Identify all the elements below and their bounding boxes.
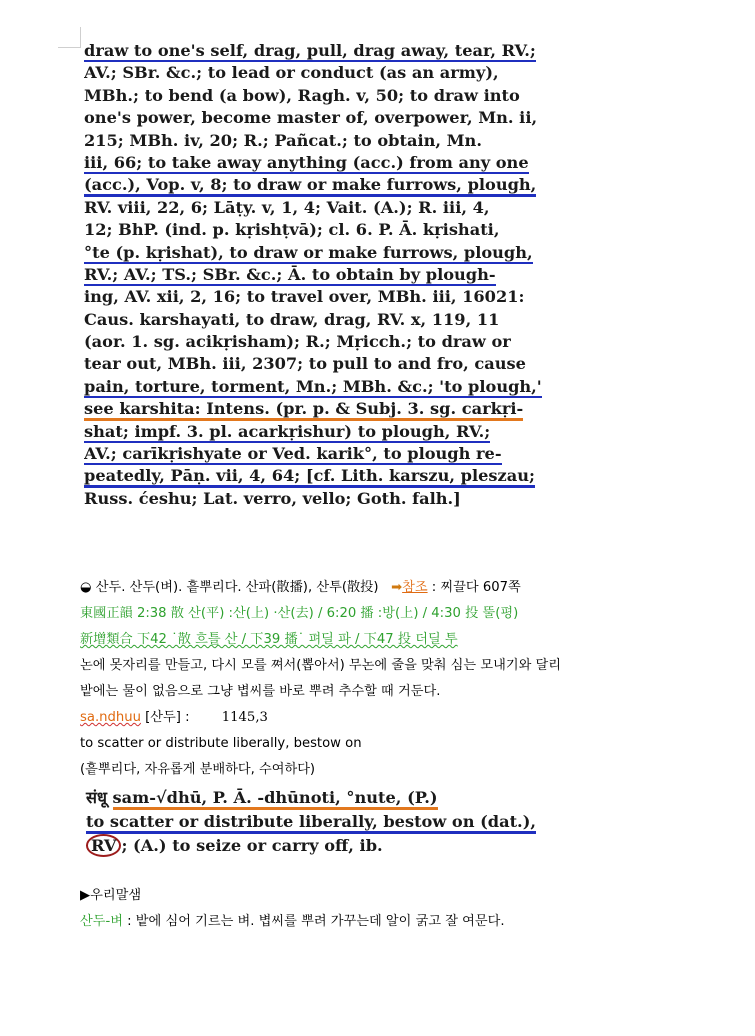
triangle-bullet-icon: ▶ [80, 888, 91, 903]
scan-line: iii, 66; to take away anything (acc.) from any one [84, 152, 544, 174]
scan-line: one's power, become master of, overpower, Mn. ii, [84, 108, 538, 128]
rv-circled-abbrev: RV [86, 834, 121, 857]
section-title: 우리말샘 [90, 888, 142, 903]
scan-line: pain, torture, torment, Mn.; MBh. &c.; 'to plough,' [84, 376, 544, 398]
dictionary-ref-dongguk: 東國正韻 2:38 散 산(平) :산(上) ·산(去) / 6:20 播 :방(上) / 4:30 投 뚤(평) [80, 606, 519, 621]
half-circle-bullet-icon: ◒ [80, 580, 92, 595]
scan-line: tear out, MBh. iii, 2307; to pull to and fro, cause [84, 354, 526, 374]
term-label: 산두-벼 [80, 914, 123, 929]
dictionary-scan-image [84, 40, 544, 510]
scan-line: peatedly, Pāṇ. vii, 4, 64; [cf. Lith. karszu, pleszau; [84, 465, 544, 487]
scan-line: MBh.; to bend (a bow), Ragh. v, 50; to draw into [84, 85, 520, 105]
page-number: 1145,3 [221, 710, 268, 725]
headword-line [80, 575, 720, 601]
scan2-line-1 [86, 786, 546, 810]
right-arrow-icon: ➡ [391, 580, 403, 595]
scan2-root: sam-√dhū, P. Ā. -dhūnoti, °nute, (P.) [113, 788, 438, 810]
scan-line: (aor. 1. sg. acikṛisham); R.; Mṛicch.; to draw or [84, 332, 511, 352]
page-corner-mark [58, 27, 81, 48]
headword-text: 산두. 산두(벼). 흩뿌리다. 산파(散播), 산투(散投) [95, 580, 379, 595]
scan-line: (acc.), Vop. v, 8; to draw or make furrows, plough, [84, 174, 544, 196]
scan-line: draw to one's self, drag, pull, drag away, tear, RV.; [84, 40, 544, 62]
scan-line: ing, AV. xii, 2, 16; to travel over, MBh. iii, 16021: [84, 287, 525, 307]
transliteration-text: sa.ndhuu [80, 710, 141, 725]
term-definition: : 밭에 심어 기르는 벼. 볍씨를 뿌려 가꾸는데 알이 굵고 잘 여문다. [122, 914, 505, 929]
footer-definition [80, 909, 720, 935]
scan-line: Russ. ćeshu; Lat. verro, vello; Goth. falh.] [84, 488, 461, 508]
description-line: 논에 못자리를 만들고, 다시 모를 쪄서(뽑아서) 무논에 줄을 맞춰 심는 모내기와 달리 [80, 658, 561, 673]
scan2-line-3: RV ; (A.) to seize or carry off, ib. [86, 834, 546, 858]
description-line: 밭에는 물이 없음으로 그냥 볍씨를 바로 뿌려 추수할 때 거둔다. [80, 684, 441, 699]
scan-line: °te (p. kṛishat), to draw or make furrows, plough, [84, 242, 544, 264]
devanagari-headword: संधू [86, 788, 107, 807]
scan-line: Caus. karshayati, to draw, drag, RV. x, 119, 11 [84, 309, 500, 329]
transliteration-korean: [산두] : [145, 710, 190, 725]
scan-line: see karshita: Intens. (pr. p. & Subj. 3. sg. carkṛi- [84, 398, 544, 420]
scan-line: 12; BhP. (ind. p. kṛishṭvā); cl. 6. P. Ā. kṛishati, [84, 220, 500, 240]
scan-line: shat; impf. 3. pl. acarkṛishur) to plough, RV.; [84, 421, 544, 443]
scan-line: AV.; SBr. &c.; to lead or conduct (as an army), [84, 63, 499, 83]
scan-line: RV.; AV.; TS.; SBr. &c.; Ā. to obtain by plough- [84, 264, 544, 286]
footer-section [80, 883, 720, 935]
scan-line: AV.; carīkṛishyate or Ved. karik°, to plough re- [84, 443, 544, 465]
section-header [80, 883, 720, 909]
dictionary-ref-yuhap: 新增類合 下42 ˙散 흐틀 산 / 下39 播˙ 펴딜 파 / 下47 投 더딜 투 [80, 632, 458, 647]
reference-link[interactable]: 참조 [402, 580, 428, 595]
scan-line: RV. viii, 22, 6; Lāṭy. v, 1, 4; Vait. (A.); R. iii, 4, [84, 197, 490, 217]
transliteration-line [80, 705, 720, 731]
reference-text: : 찌끌다 607쪽 [427, 580, 521, 595]
korean-gloss: (흩뿌리다, 자유롭게 분배하다, 수여하다) [80, 762, 316, 777]
sanskrit-scan-image [86, 786, 546, 858]
entry-body [80, 575, 720, 783]
scan-line: 215; MBh. iv, 20; R.; Pañcat.; to obtain, Mn. [84, 130, 482, 150]
english-gloss: to scatter or distribute liberally, bestow on [80, 736, 362, 751]
scan2-line-2: to scatter or distribute liberally, bestow on (dat.), [86, 810, 546, 834]
